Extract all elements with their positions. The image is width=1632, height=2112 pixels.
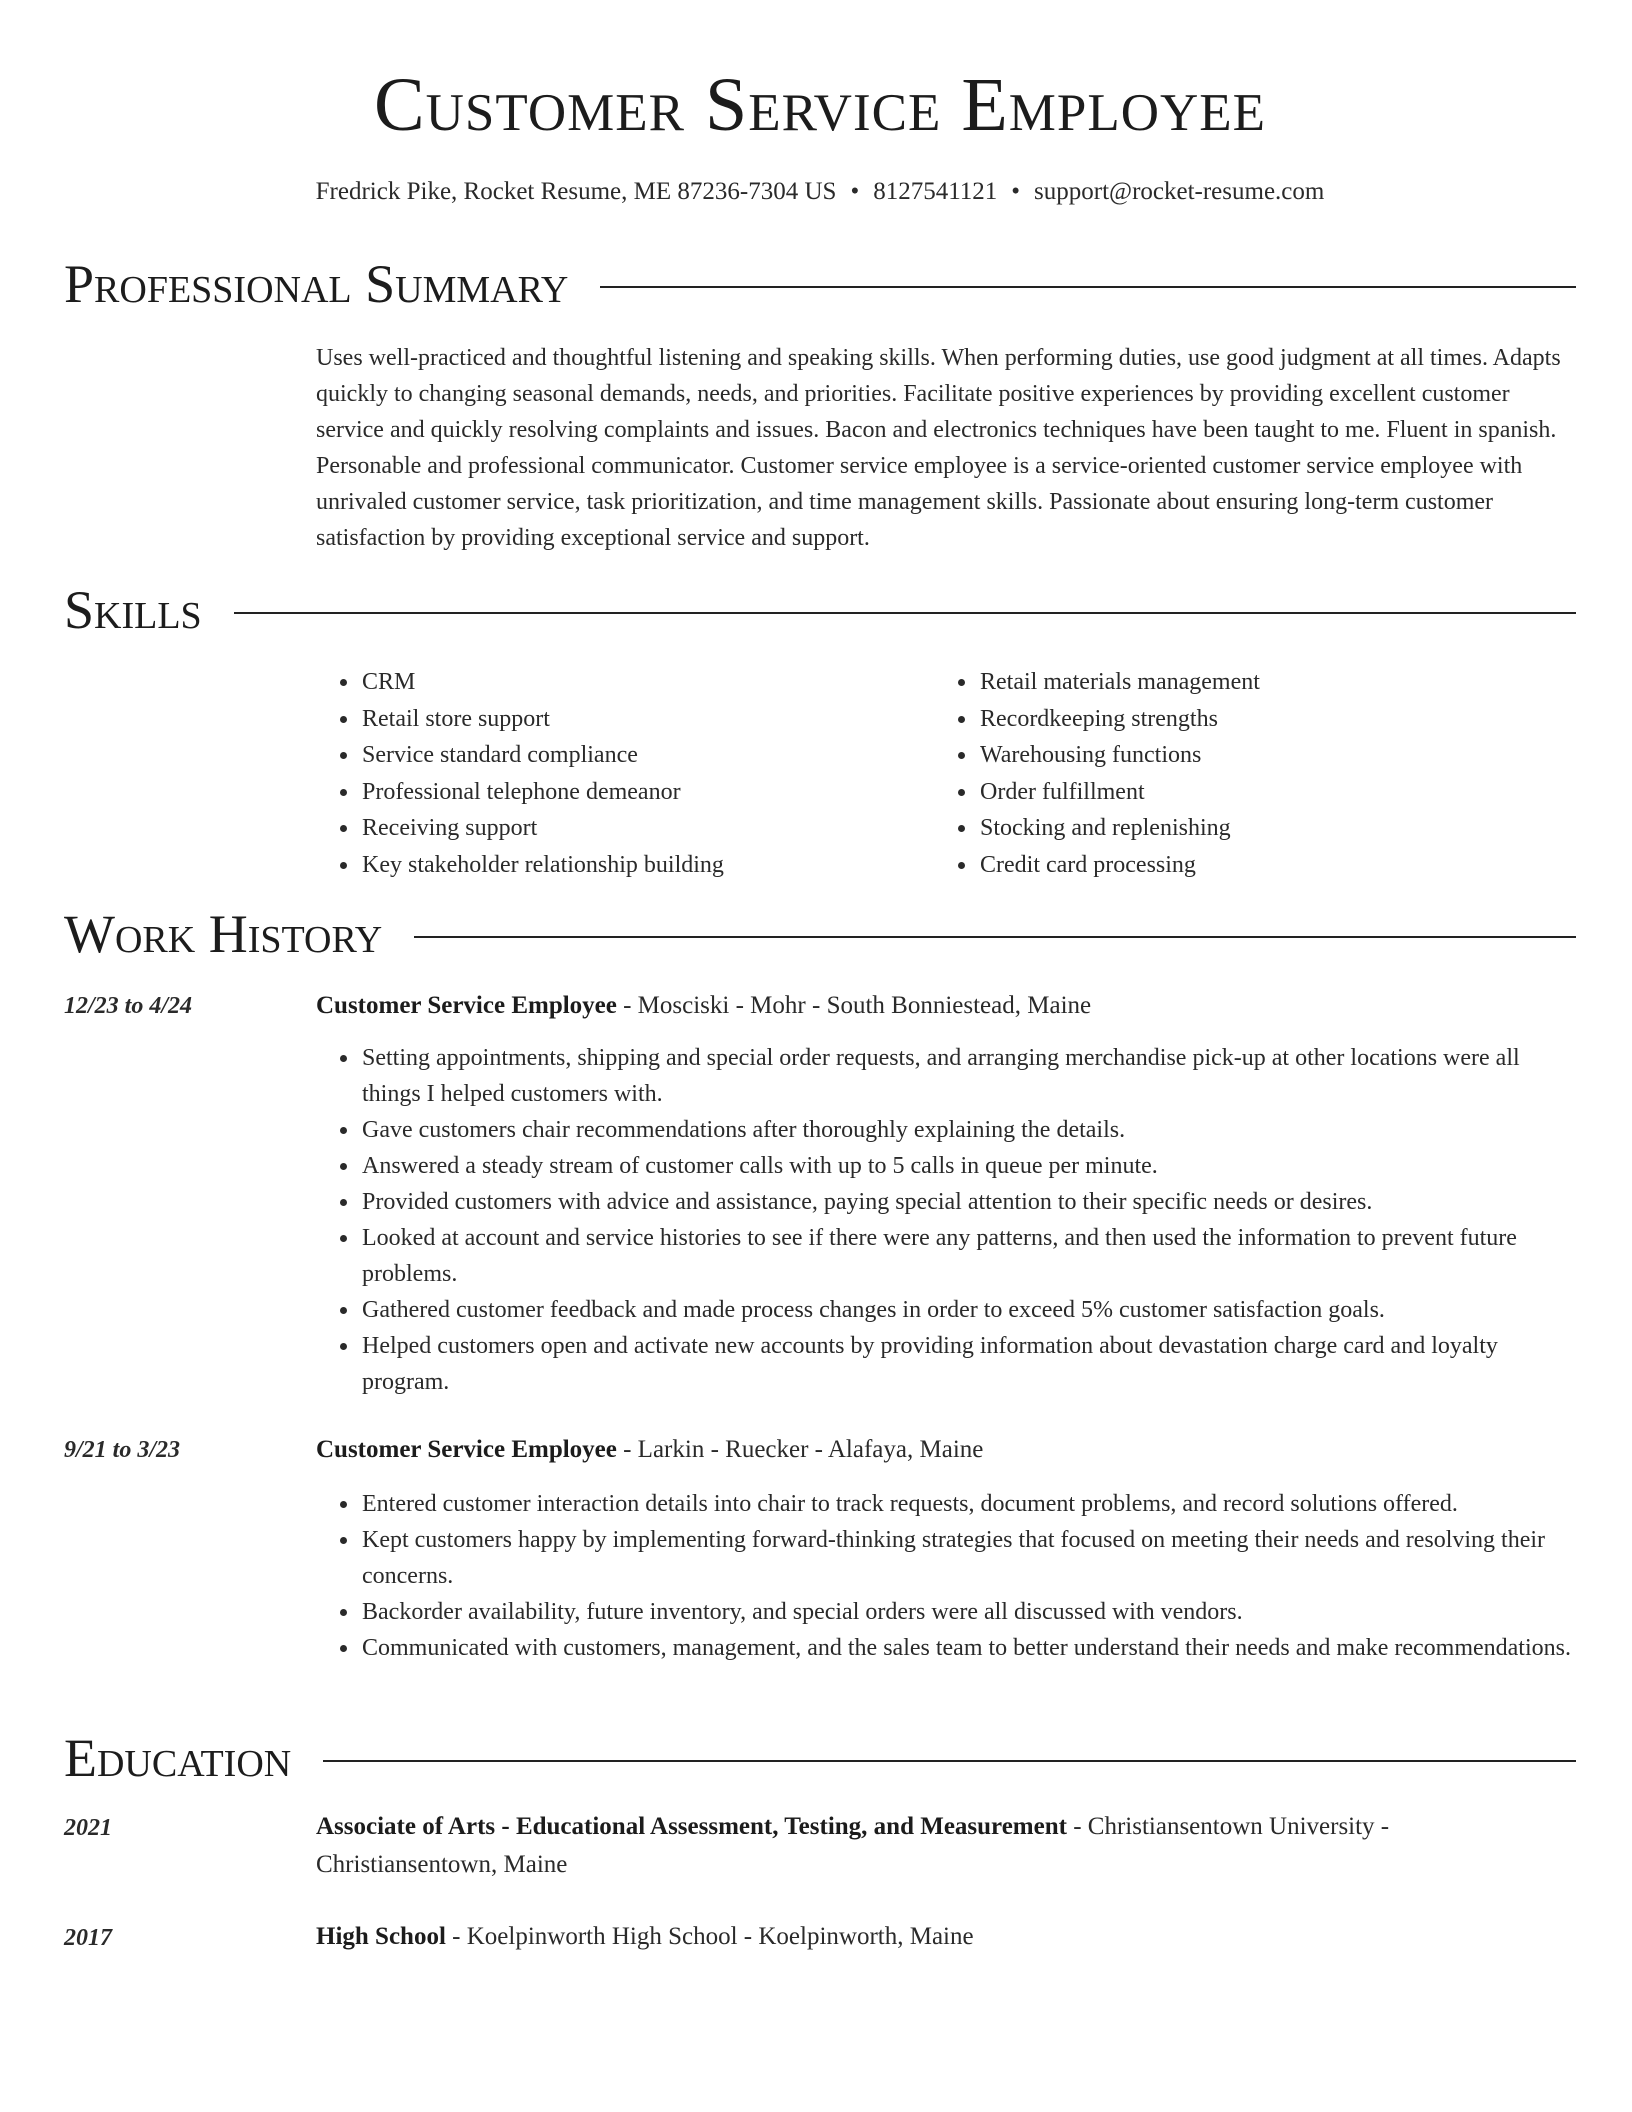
summary-text: Uses well-practiced and thoughtful listening and speaking skills. When performing duties, use good judgment at all times. Adapts quickly to changing seasonal demands, needs, and priorities. Facilitate positive experiences by providing excellent customer service and quickly resolving complaints and issues. Bacon and electronics techniques have been taught to me. Fluent in spanish. Personable and professional communicator. Customer service employee is a service-oriented customer service employee with unrivaled customer service, task prioritization, and time management skills. Passionate about ensuring long-term customer satisfaction by providing exceptional service and support. — [316, 345, 1561, 551]
job-bullets — [316, 1040, 1576, 1400]
work-section-heading — [64, 902, 1576, 966]
skill-item: • Order fulfillment — [978, 774, 1552, 811]
education-year: 2021 — [64, 1815, 112, 1841]
contact-phone: 8127541121 — [873, 178, 998, 205]
skill-item: • Receiving support — [360, 810, 934, 847]
job-bullet: • Provided customers with advice and assistance, paying special attention to their specific needs or desires. — [360, 1184, 1576, 1220]
education-details: - Koelpinworth High School - Koelpinworth, Maine — [445, 1923, 974, 1950]
summary-section-heading — [64, 252, 1576, 316]
section-title: Education — [64, 1728, 292, 1788]
skills-column-right — [934, 664, 1552, 883]
job-title: Customer Service Employee — [316, 992, 617, 1019]
section-divider — [600, 286, 1576, 288]
job-bullet: • Backorder availability, future inventory, and special orders were all discussed with vendors. — [360, 1594, 1576, 1630]
education-heading — [316, 1808, 1576, 1884]
job-heading — [316, 987, 1576, 1025]
education-degree: High School — [316, 1923, 446, 1950]
contact-line — [64, 174, 1576, 210]
skills-column-left — [316, 664, 934, 883]
job-title: Customer Service Employee — [316, 1436, 617, 1463]
skill-item: • Warehousing functions — [978, 737, 1552, 774]
education-degree: Associate of Arts - Educational Assessment, Testing, and Measurement — [316, 1813, 1067, 1840]
section-divider — [323, 1760, 1576, 1762]
job-bullet: • Entered customer interaction details into chair to track requests, document problems, and record solutions offered. — [360, 1486, 1576, 1522]
education-details: - Christiansentown University - Christiansentown, Maine — [316, 1813, 1390, 1878]
section-title: Work History — [64, 904, 383, 964]
education-heading — [316, 1918, 1576, 1956]
skill-item: • CRM — [360, 664, 934, 701]
skill-item: • Service standard compliance — [360, 737, 934, 774]
skills-list — [316, 664, 1576, 883]
section-title: Professional Summary — [64, 254, 569, 314]
skill-item: • Stocking and replenishing — [978, 810, 1552, 847]
section-title: Skills — [64, 580, 202, 640]
job-bullet: • Kept customers happy by implementing forward-thinking strategies that focused on meeting their needs and resolving their concerns. — [360, 1522, 1576, 1594]
contact-separator: • — [850, 178, 860, 205]
contact-email: support@rocket-resume.com — [1034, 178, 1325, 205]
job-heading — [316, 1431, 1576, 1469]
skill-item: • Professional telephone demeanor — [360, 774, 934, 811]
job-details: - Larkin - Ruecker - Alafaya, Maine — [616, 1436, 984, 1463]
education-year: 2017 — [64, 1925, 112, 1951]
job-bullet: • Communicated with customers, management, and the sales team to better understand their needs and make recommendations. — [360, 1630, 1576, 1666]
job-bullet: • Gathered customer feedback and made process changes in order to exceed 5% customer satisfaction goals. — [360, 1292, 1576, 1328]
job-details: - Mosciski - Mohr - South Bonniestead, Maine — [616, 992, 1092, 1019]
contact-separator: • — [1011, 178, 1021, 205]
skill-item: • Credit card processing — [978, 847, 1552, 884]
education-section-heading — [64, 1726, 1576, 1790]
job-bullet: • Setting appointments, shipping and special order requests, and arranging merchandise pick-up at other locations were all things I helped customers with. — [360, 1040, 1576, 1112]
skill-item: • Retail store support — [360, 701, 934, 738]
job-bullets — [316, 1486, 1576, 1666]
job-bullet: • Answered a steady stream of customer calls with up to 5 calls in queue per minute. — [360, 1148, 1576, 1184]
skill-item: • Retail materials management — [978, 664, 1552, 701]
resume-title: Customer Service Employee — [373, 63, 1267, 147]
skills-section-heading — [64, 578, 1576, 642]
job-dates: 12/23 to 4/24 — [64, 993, 193, 1019]
section-divider — [234, 612, 1576, 614]
skill-item: • Recordkeeping strengths — [978, 701, 1552, 738]
contact-address: Fredrick Pike, Rocket Resume, ME 87236-7304 US — [315, 178, 837, 205]
job-bullet: • Helped customers open and activate new accounts by providing information about devastation charge card and loyalty program. — [360, 1328, 1576, 1400]
section-divider — [414, 936, 1576, 938]
job-dates: 9/21 to 3/23 — [64, 1437, 181, 1463]
job-bullet: • Looked at account and service histories to see if there were any patterns, and then used the information to prevent future problems. — [360, 1220, 1576, 1292]
skill-item: • Key stakeholder relationship building — [360, 847, 934, 884]
job-bullet: • Gave customers chair recommendations after thoroughly explaining the details. — [360, 1112, 1576, 1148]
